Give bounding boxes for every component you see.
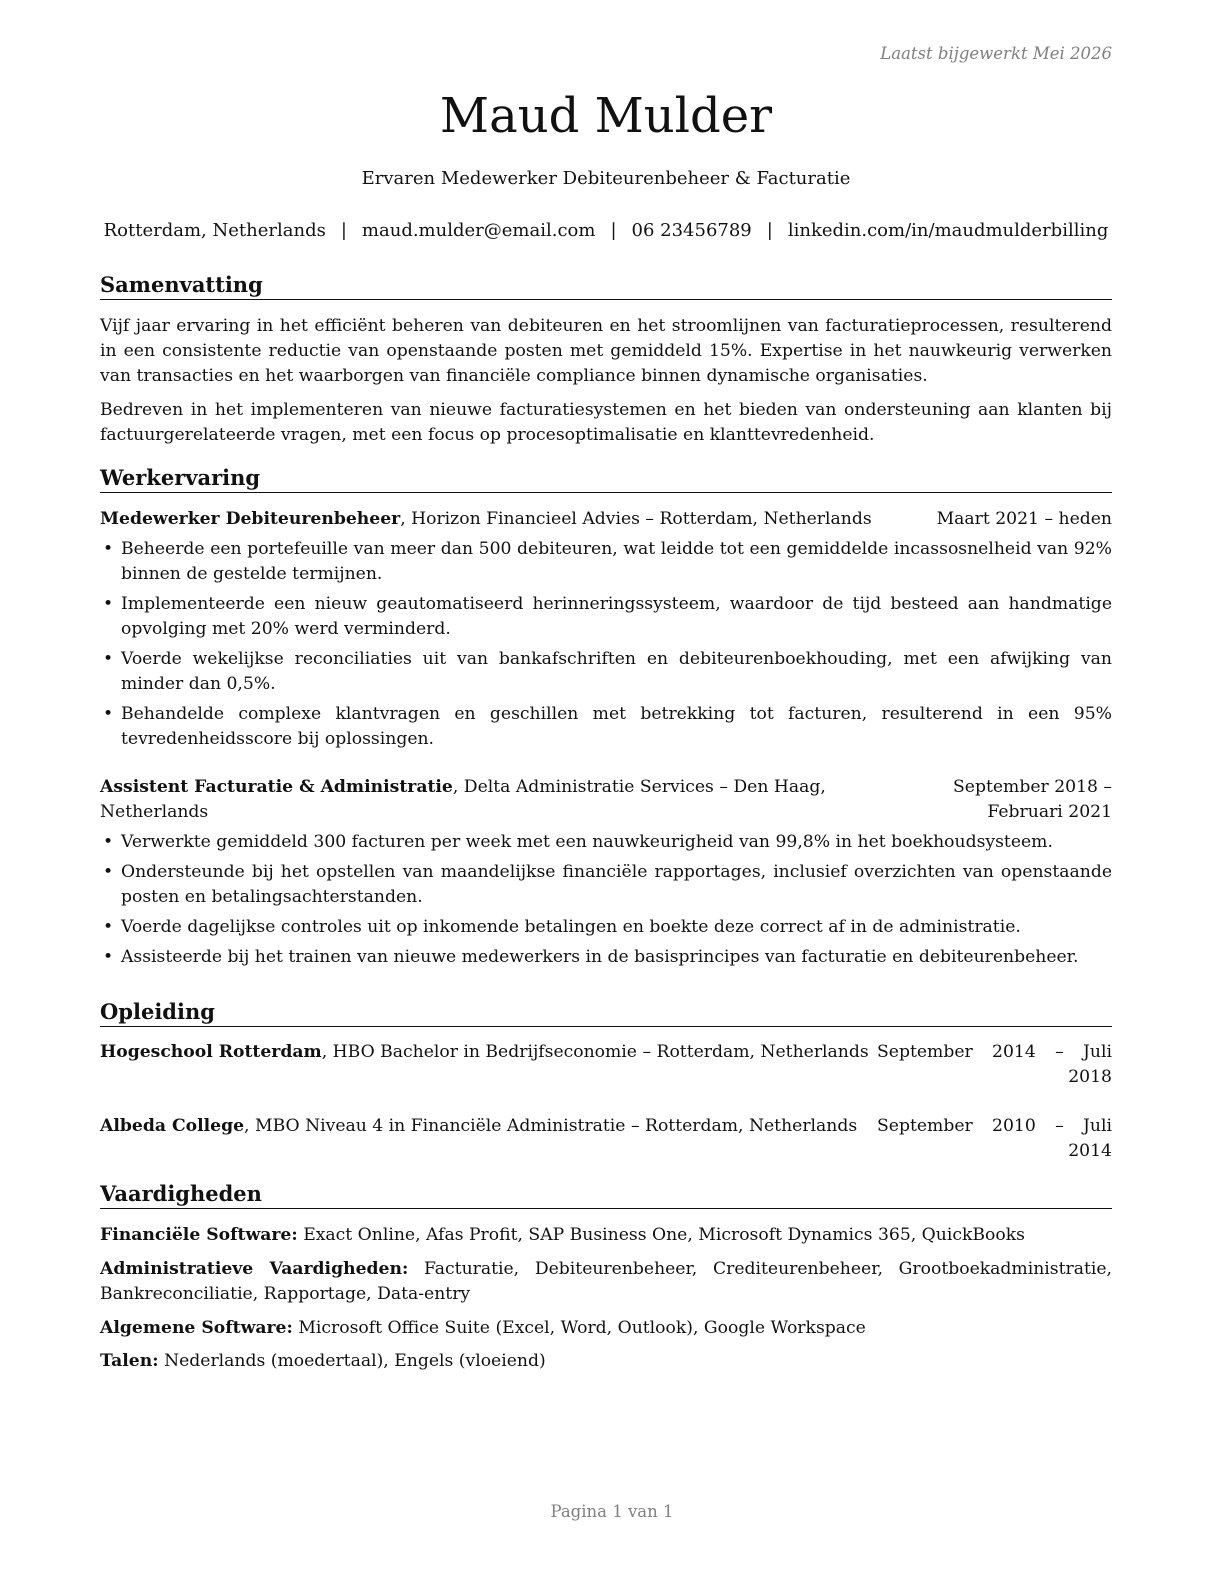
contact-linkedin[interactable]: linkedin.com/in/maudmulderbilling	[787, 220, 1109, 241]
education-entry	[100, 1040, 1112, 1090]
bullet-text: Implementeerde een nieuw geautomatiseerd herinneringssysteem, waardoor de tijd besteed aan handmatige opvolging met 20% werd verminderd.	[121, 594, 1112, 639]
bullet-icon: •	[103, 594, 114, 614]
list-item	[100, 830, 1112, 855]
summary-paragraph-2: Bedreven in het implementeren van nieuwe facturatiesystemen en het bieden van ondersteuning aan klanten bij factuurgerelateerde vragen, met een focus op procesoptimalisatie en klanttevredenheid.	[100, 400, 1112, 445]
job-title-line	[100, 775, 880, 825]
bullet-icon: •	[103, 539, 114, 559]
candidate-headline: Ervaren Medewerker Debiteurenbeheer & Facturatie	[361, 168, 851, 189]
bullet-icon: •	[103, 704, 114, 724]
bullet-icon: •	[103, 649, 114, 669]
section-title-skills: Vaardigheden	[100, 1180, 1112, 1209]
section-title-summary: Samenvatting	[100, 271, 1112, 300]
education-dates: September 2010 – Juli 2014	[877, 1116, 1112, 1161]
contact-line	[100, 219, 1112, 243]
page-number: Pagina 1 van 1	[550, 1502, 674, 1521]
skill-label: Financiële Software:	[100, 1225, 298, 1245]
bullet-icon: •	[103, 832, 114, 852]
education-entry	[100, 1114, 1112, 1164]
contact-phone[interactable]: 06 23456789	[631, 220, 752, 241]
contact-location: Rotterdam, Netherlands	[103, 220, 326, 241]
bullet-text: Voerde dagelijkse controles uit op inkomende betalingen en boekte deze correct af in de administratie.	[121, 917, 1021, 937]
list-item	[100, 860, 1112, 910]
bullet-text: Assisteerde bij het trainen van nieuwe medewerkers in de basisprincipes van facturatie en debiteurenbeheer.	[121, 947, 1079, 967]
job-org: , Delta Administratie Services – Den Haag, Netherlands	[100, 777, 826, 822]
job-org: , Horizon Financieel Advies – Rotterdam, Netherlands	[400, 509, 872, 529]
job-title-line	[100, 507, 872, 532]
candidate-name: Maud Mulder	[439, 88, 773, 144]
list-item	[100, 915, 1112, 940]
bullet-text: Verwerkte gemiddeld 300 facturen per week met een nauwkeurigheid van 99,8% in het boekhoudsysteem.	[121, 832, 1053, 852]
skill-row	[100, 1316, 1112, 1341]
job-role: Assistent Facturatie & Administratie	[100, 777, 453, 797]
bullet-icon: •	[103, 917, 114, 937]
education-dates: September 2014 – Juli 2018	[877, 1042, 1112, 1087]
job-role: Medewerker Debiteurenbeheer	[100, 509, 401, 529]
last-updated: Laatst bijgewerkt Mei 2026	[880, 44, 1112, 63]
skill-value: Microsoft Office Suite (Excel, Word, Outlook), Google Workspace	[298, 1318, 866, 1338]
job-dates: September 2018 – Februari 2021	[953, 777, 1112, 822]
contact-email[interactable]: maud.mulder@email.com	[361, 220, 596, 241]
bullet-icon: •	[103, 947, 114, 967]
education-line	[100, 1040, 870, 1065]
contact-separator: |	[340, 220, 347, 241]
skill-row	[100, 1223, 1112, 1248]
skill-row	[100, 1349, 1112, 1374]
list-item	[100, 702, 1112, 752]
job-dates: Maart 2021 – heden	[936, 509, 1112, 529]
school-name: Hogeschool Rotterdam	[100, 1042, 322, 1062]
skill-label: Administratieve Vaardigheden:	[100, 1259, 409, 1279]
bullet-text: Ondersteunde bij het opstellen van maandelijkse financiële rapportages, inclusief overzichten van openstaande posten en betalingsachterstanden.	[121, 862, 1112, 907]
skill-row	[100, 1257, 1112, 1307]
contact-separator: |	[766, 220, 773, 241]
job-header	[100, 775, 1112, 825]
bullet-text: Beheerde een portefeuille van meer dan 500 debiteuren, wat leidde tot een gemiddelde incassosnelheid van 92% binnen de gestelde termijnen.	[121, 539, 1112, 584]
degree-detail: , HBO Bachelor in Bedrijfseconomie – Rotterdam, Netherlands	[321, 1042, 869, 1062]
job-bullets	[100, 537, 1112, 757]
skill-value: Nederlands (moedertaal), Engels (vloeiend)	[164, 1351, 546, 1371]
bullet-text: Voerde wekelijkse reconciliaties uit van bankafschriften en debiteurenboekhouding, met een afwijking van minder dan 0,5%.	[121, 649, 1112, 694]
list-item	[100, 537, 1112, 587]
section-title-education: Opleiding	[100, 998, 1112, 1027]
degree-detail: , MBO Niveau 4 in Financiële Administratie – Rotterdam, Netherlands	[244, 1116, 858, 1136]
skill-label: Algemene Software:	[100, 1318, 293, 1338]
list-item	[100, 647, 1112, 697]
education-line	[100, 1114, 870, 1139]
section-title-experience: Werkervaring	[100, 464, 1112, 493]
list-item	[100, 945, 1112, 970]
school-name: Albeda College	[100, 1116, 245, 1136]
job-bullets	[100, 830, 1112, 975]
contact-separator: |	[610, 220, 617, 241]
bullet-text: Behandelde complexe klantvragen en geschillen met betrekking tot facturen, resulterend in een 95% tevredenheidsscore bij oplossingen.	[121, 704, 1112, 749]
bullet-icon: •	[103, 862, 114, 882]
skill-value: Facturatie, Debiteurenbeheer, Crediteurenbeheer, Grootboekadministratie, Bankreconciliatie, Rapportage, Data-entry	[100, 1259, 1113, 1304]
job-header	[100, 507, 1112, 532]
summary-paragraph-1: Vijf jaar ervaring in het efficiënt beheren van debiteuren en het stroomlijnen van facturatieprocessen, resulterend in een consistente reductie van openstaande posten met gemiddeld 15%. Expertise in het nauwkeurig verwerken van transacties en het waarborgen van financiële compliance binnen dynamische organisaties.	[100, 316, 1112, 386]
list-item	[100, 592, 1112, 642]
skill-value: Exact Online, Afas Profit, SAP Business One, Microsoft Dynamics 365, QuickBooks	[303, 1225, 1025, 1245]
skill-label: Talen:	[100, 1351, 159, 1371]
